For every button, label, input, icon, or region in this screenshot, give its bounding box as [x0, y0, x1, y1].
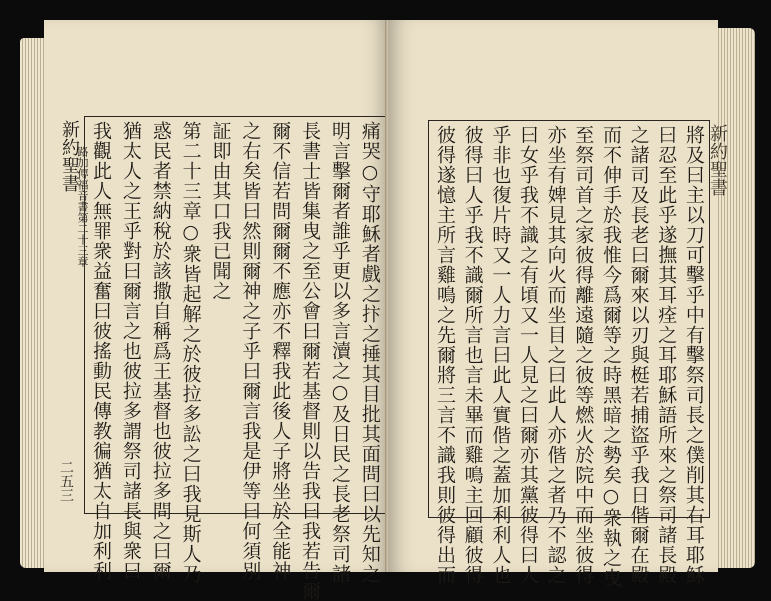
- text-column: 之諸司及長老曰爾來以刃與梃若捕盜乎我日偕爾在殿: [627, 125, 650, 585]
- text-column: 惑民者禁納稅於該撒自稱爲王基督也彼拉多問之曰爾: [149, 121, 172, 581]
- right-page: [388, 20, 728, 588]
- text-column: 証即由其口我已聞之: [209, 121, 232, 301]
- chapter-start-column: 第二十三章○衆皆起解之於彼拉多訟之曰我見斯人乃: [179, 121, 202, 584]
- text-column: 長書士皆集曳之至公會曰爾若基督則以告我曰我若告爾: [299, 121, 322, 601]
- text-column: 我觀此人無罪衆益奮曰彼搖動民傳教徧猶太自加利利: [90, 121, 112, 581]
- text-column: 乎非也復片時又一人力言曰此人實偕之蓋加利利人也: [489, 125, 512, 585]
- text-column: 曰忍至此乎遂撫其耳痊之耳耶穌語所來之祭司諸長殿: [655, 125, 678, 585]
- text-column: 之右矣皆曰然則爾神之子乎曰爾言我是伊等曰何須別: [239, 121, 262, 581]
- page-number: 二五三: [58, 460, 74, 502]
- text-columns-left: [85, 117, 385, 601]
- left-page: [44, 20, 389, 601]
- running-book-title: 新約聖書: [59, 120, 80, 192]
- running-book-title: 新約聖書: [707, 124, 728, 196]
- text-column: 痛哭○守耶穌者戲之抃之捶其目批其面問曰以先知之: [358, 121, 381, 584]
- text-frame-right: [428, 120, 710, 588]
- open-book: [20, 14, 755, 601]
- text-column: 至祭司首之家彼得離遠隨之彼等燃火於院中而坐彼得: [572, 125, 595, 585]
- text-column: 彼得曰人乎我不識爾所言也言未畢而雞鳴主回顧彼得: [461, 125, 484, 585]
- text-column: 猶太人之王乎對曰爾言之也彼拉多謂祭司諸長與衆曰: [119, 121, 142, 581]
- page-stack-left: [20, 38, 46, 568]
- text-column: 爾不信若問爾爾不應亦不釋我此後人子將坐於全能神: [269, 121, 292, 581]
- text-frame-left: [84, 116, 386, 601]
- text-column: 曰女乎我不識之有頃又一人見之曰爾亦其黨彼得曰人: [516, 125, 539, 585]
- text-column: 亦坐有婢見其向火而坐目之曰此人亦偕之者乃不認之: [544, 125, 567, 585]
- text-columns-right: [429, 121, 709, 588]
- text-column: 明言擊爾者誰乎更以多言瀆之○及日民之長老祭司諸: [329, 121, 351, 584]
- running-chapter-title: 路加傳福音書第二十三章: [76, 146, 89, 267]
- text-column: 將及曰主以刀可擊乎中有擊祭司長之僕削其右耳耶穌: [682, 125, 705, 585]
- text-column: 彼得遂憶主所言雞鳴之先爾將三言不識我則彼得出而: [434, 125, 456, 585]
- text-column: 而不伸手於我惟今爲爾等之時黑暗之勢矣○衆執之曳: [599, 125, 622, 588]
